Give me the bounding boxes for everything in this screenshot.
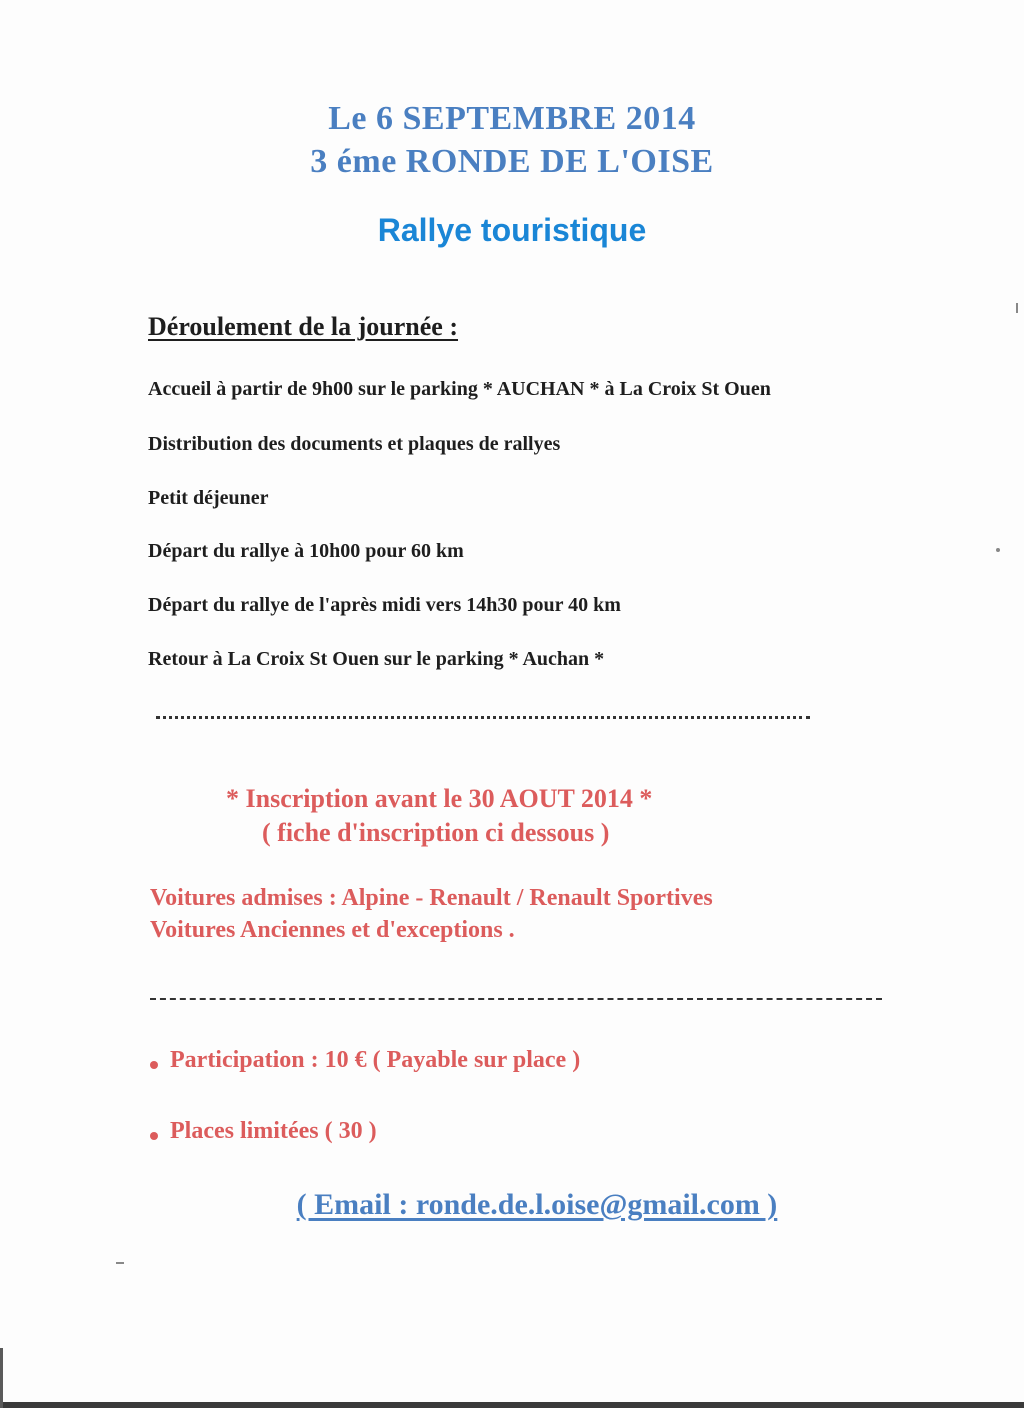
- program-step: Petit déjeuner: [148, 487, 269, 509]
- bullet-icon: [150, 1061, 158, 1069]
- scan-edge-left: [0, 1348, 3, 1408]
- places-item: [150, 1118, 377, 1145]
- participation-text: Participation : 10 € ( Payable sur place ): [170, 1047, 581, 1073]
- registration-form-note: ( fiche d'inscription ci dessous ): [262, 818, 610, 847]
- scan-speck: [116, 1262, 124, 1264]
- admitted-cars-line: Voitures admises : Alpine - Renault / Renault Sportives: [150, 885, 713, 911]
- dashed-divider: [150, 998, 882, 1000]
- program-step: Retour à La Croix St Ouen sur le parking * Auchan *: [148, 648, 605, 670]
- dotted-divider: [156, 716, 810, 719]
- program-step: Accueil à partir de 9h00 sur le parking * AUCHAN * à La Croix St Ouen: [148, 378, 771, 400]
- scan-speck: [996, 548, 1000, 552]
- contact-email[interactable]: ( Email : ronde.de.l.oise@gmail.com ): [296, 1188, 778, 1221]
- registration-deadline: * Inscription avant le 30 AOUT 2014 *: [226, 784, 653, 813]
- program-step: Départ du rallye à 10h00 pour 60 km: [148, 540, 464, 562]
- places-text: Places limitées ( 30 ): [170, 1118, 377, 1144]
- admitted-cars-line: Voitures Anciennes et d'exceptions .: [150, 917, 515, 943]
- scan-edge-bottom: [0, 1402, 1024, 1408]
- event-date-title: Le 6 SEPTEMBRE 2014: [328, 100, 696, 137]
- event-name-title: 3 éme RONDE DE L'OISE: [310, 143, 714, 180]
- scan-speck: [1016, 303, 1018, 313]
- program-step: Départ du rallye de l'après midi vers 14h30 pour 40 km: [148, 594, 621, 616]
- event-subtitle: Rallye touristique: [377, 212, 647, 248]
- bullet-icon: [150, 1132, 158, 1140]
- program-step: Distribution des documents et plaques de rallyes: [148, 433, 561, 455]
- participation-item: [150, 1047, 580, 1074]
- program-heading: Déroulement de la journée :: [148, 312, 459, 341]
